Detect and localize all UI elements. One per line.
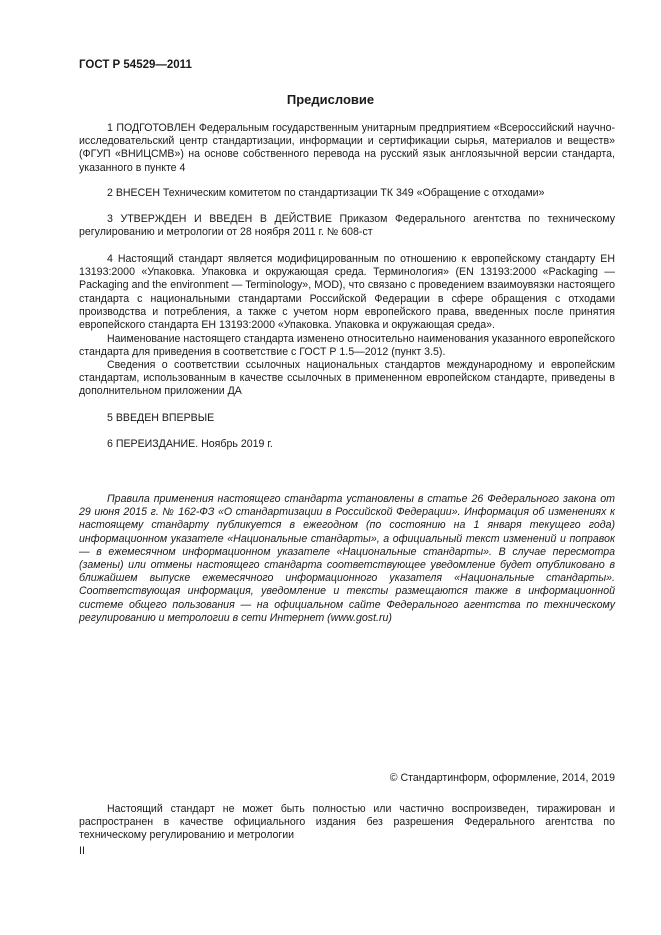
preface-item-2: 2 ВНЕСЕН Техническим комитетом по стандартизации ТК 349 «Обращение с отходами»: [107, 187, 545, 199]
reproduction-restriction: Настоящий стандарт не может быть полностью или частично воспроизведен, тиражирован и распространен в качестве официального издания без разрешения Федерального агентства по техническому регулированию и метрологии: [79, 803, 615, 842]
preface-item-4-name-note: Наименование настоящего стандарта изменено относительно наименования указанного европейского стандарта для приведения в соответствие с ГОСТ Р 1.5—2012 (пункт 3.5).: [79, 333, 615, 359]
application-rules-notice: Правила применения настоящего стандарта установлены в статье 26 Федерального закона от 29 июня 2015 г. № 162-ФЗ «О стандартизации в Российской Федерации». Информация об изменениях к настоящему стандарту публикуется в ежегодном (по состоянию на 1 января текущего года) информационном указателе «Национальные стандарты», а официальный текст изменений и поправок — в ежемесячном информационном указателе «Национальные стандарты». В случае пересмотра (замены) или отмены настоящего стандарта соответствующее уведомление будет опубликовано в ближайшем выпуске ежемесячного информационного указателя «Национальные стандарты». Соответствующая информация, уведомление и тексты размещаются также в информационной системе общего пользования — на официальном сайте Федерального агентства по техническому регулированию и метрологии в сети Интернет (www.gost.ru): [79, 493, 615, 624]
page-number: II: [79, 845, 85, 857]
copyright-line: © Стандартинформ, оформление, 2014, 2019: [389, 772, 615, 784]
standard-id-header: ГОСТ Р 54529—2011: [79, 59, 192, 71]
preface-item-3: 3 УТВЕРЖДЕН И ВВЕДЕН В ДЕЙСТВИЕ Приказом Федерального агентства по техническому регулированию и метрологии от 28 ноября 2011 г. № 608-ст: [79, 213, 615, 239]
preface-item-4: 4 Настоящий стандарт является модифицированным по отношению к европейскому стандарту ЕН 13193:2000 «Упаковка. Упаковка и окружающая среда. Терминология» (EN 13193:2000 «Packaging — Packaging and the environment — Terminology», MOD), что связано с проведением взаимоувязки настоящего стандарта с национальными стандартами Российской Федерации в сфере обращения с отходами производства и потребления, а также с учетом норм европейского права, введенных после принятия европейского стандарта ЕН 13193:2000 «Упаковка. Упаковка и окружающая среда».: [79, 253, 615, 332]
preface-item-4-references-note: Сведения о соответствии ссылочных национальных стандартов международному и европейским стандартам, использованным в качестве ссылочных в примененном европейском стандарте, приведены в дополнительном приложении ДА: [79, 359, 615, 398]
preface-item-1: 1 ПОДГОТОВЛЕН Федеральным государственным унитарным предприятием «Всероссийский научно-исследовательский центр стандартизации, информации и сертификации сырья, материалов и веществ» (ФГУП «ВНИЦСМВ») на основе собственного перевода на русский язык англоязычной версии стандарта, указанного в пункте 4: [79, 122, 615, 174]
preface-title: Предисловие: [286, 92, 375, 107]
preface-item-6: 6 ПЕРЕИЗДАНИЕ. Ноябрь 2019 г.: [107, 438, 273, 450]
preface-item-5: 5 ВВЕДЕН ВПЕРВЫЕ: [107, 412, 215, 424]
